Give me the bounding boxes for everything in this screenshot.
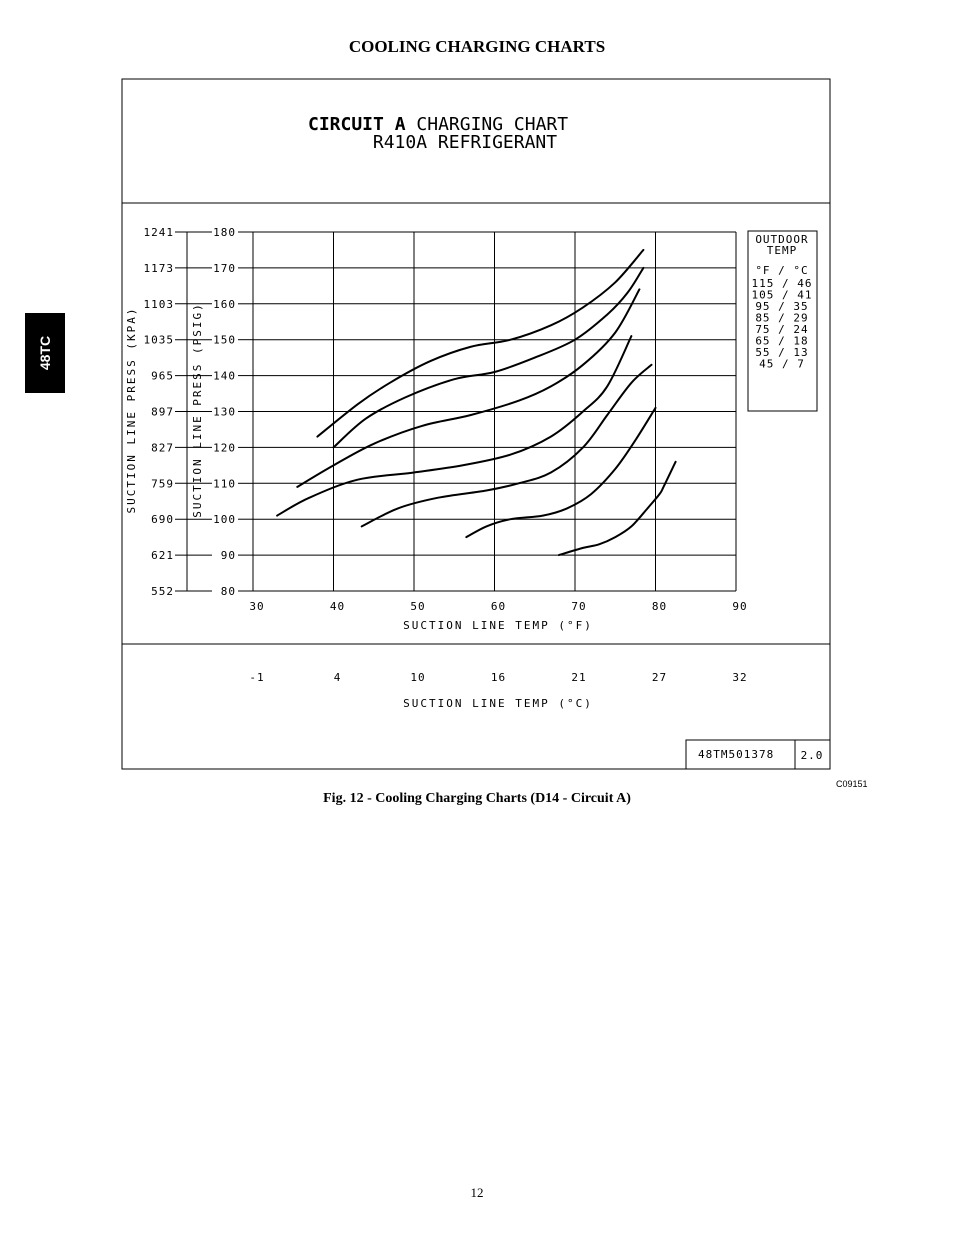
y-tick-label-psig: 120 [213,441,236,455]
series-line [362,365,652,527]
legend-row: 95 / 35 [755,300,809,313]
x-axis-label: SUCTION LINE TEMP (°F) [403,619,593,632]
x-tick-label: 30 [249,600,265,613]
y-tick-label-kpa: 827 [151,441,174,455]
y-tick-label-psig: 130 [213,405,236,419]
legend-header: °F / °C [755,264,809,277]
legend-row: 85 / 29 [755,311,809,325]
series-line [559,462,676,555]
series-lines [277,250,675,555]
chart-subtitle: R410A REFRIGERANT [372,132,558,153]
x-tick-labels-celsius [249,671,747,684]
y-tick-label-kpa: 1103 [143,297,174,311]
x-axis-label-celsius: SUCTION LINE TEMP (°C) [403,697,593,710]
y-tick-label-psig: 180 [213,226,236,239]
plot-grid [253,232,736,591]
y-tick-label-kpa: 1035 [143,333,174,347]
y-tick-label-kpa: 1241 [143,226,174,239]
series-line [334,268,644,448]
x-tick-label-celsius: 4 [333,671,342,684]
drawing-number: 48TM501378 [698,748,775,761]
x-tick-label: 50 [410,600,426,613]
y-tick-label-kpa: 759 [151,477,174,491]
series-line [297,289,639,487]
x-tick-label: 70 [571,600,587,613]
revision-number: 2.0 [800,749,824,762]
legend-row: 55 / 13 [755,346,809,359]
y-tick-label-kpa: 552 [151,585,174,598]
legend-row: 115 / 46 [751,277,813,290]
y-tick-label-kpa: 1173 [143,261,174,275]
y-tick-label-kpa: 897 [151,405,174,419]
x-tick-label: 40 [329,600,346,613]
legend-row: 45 / 7 [759,357,805,371]
x-tick-label-celsius: 27 [651,671,668,684]
y-tick-label-kpa: 965 [151,369,174,383]
x-tick-label: 60 [490,600,507,613]
legend-row: 65 / 18 [755,334,809,348]
y-tick-label-psig: 100 [213,513,236,527]
y-tick-label-psig: 160 [213,297,236,311]
legend-row: 105 / 41 [751,288,813,302]
page-number: 12 [470,1185,484,1200]
page-title: COOLING CHARGING CHARTS [348,37,606,56]
x-tick-label-celsius: 21 [571,671,587,684]
legend-title-line: TEMP [766,244,798,257]
y-tick-labels-psig [213,226,253,598]
chart-frame [122,79,830,769]
chart-id: C09151 [836,779,868,789]
legend-title-line: OUTDOOR [755,233,809,246]
chart-title-rest: CHARGING CHART [416,114,569,135]
y-tick-label-kpa: 690 [151,513,174,527]
y-axis-label-kpa: SUCTION LINE PRESS (KPA) [125,306,138,514]
y-tick-label-psig: 90 [220,549,236,563]
y-axis-label-psig: SUCTION LINE PRESS (PSIG) [191,302,204,518]
y-tick-label-psig: 170 [213,261,236,275]
chart-border [122,79,830,769]
y-tick-label-psig: 150 [213,333,236,347]
x-tick-label: 90 [732,600,748,613]
x-tick-labels [249,600,747,613]
x-tick-label-celsius: 16 [490,671,507,684]
chart-title-bold: CIRCUIT A [308,114,406,135]
series-line [317,250,643,437]
legend [752,233,813,371]
y-tick-label-kpa: 621 [151,549,174,563]
y-tick-label-psig: 140 [213,369,236,383]
y-tick-label-psig: 80 [220,585,236,598]
side-tab-label: 48TC [37,335,53,371]
x-tick-label-celsius: 10 [410,671,426,684]
x-tick-label-celsius: 32 [732,671,748,684]
figure-caption: Fig. 12 - Cooling Charging Charts (D14 - Circuit A) [323,791,631,806]
x-tick-label-celsius: -1 [249,671,265,684]
x-tick-label: 80 [651,600,668,613]
legend-row: 75 / 24 [755,323,809,336]
y-tick-label-psig: 110 [213,477,236,491]
